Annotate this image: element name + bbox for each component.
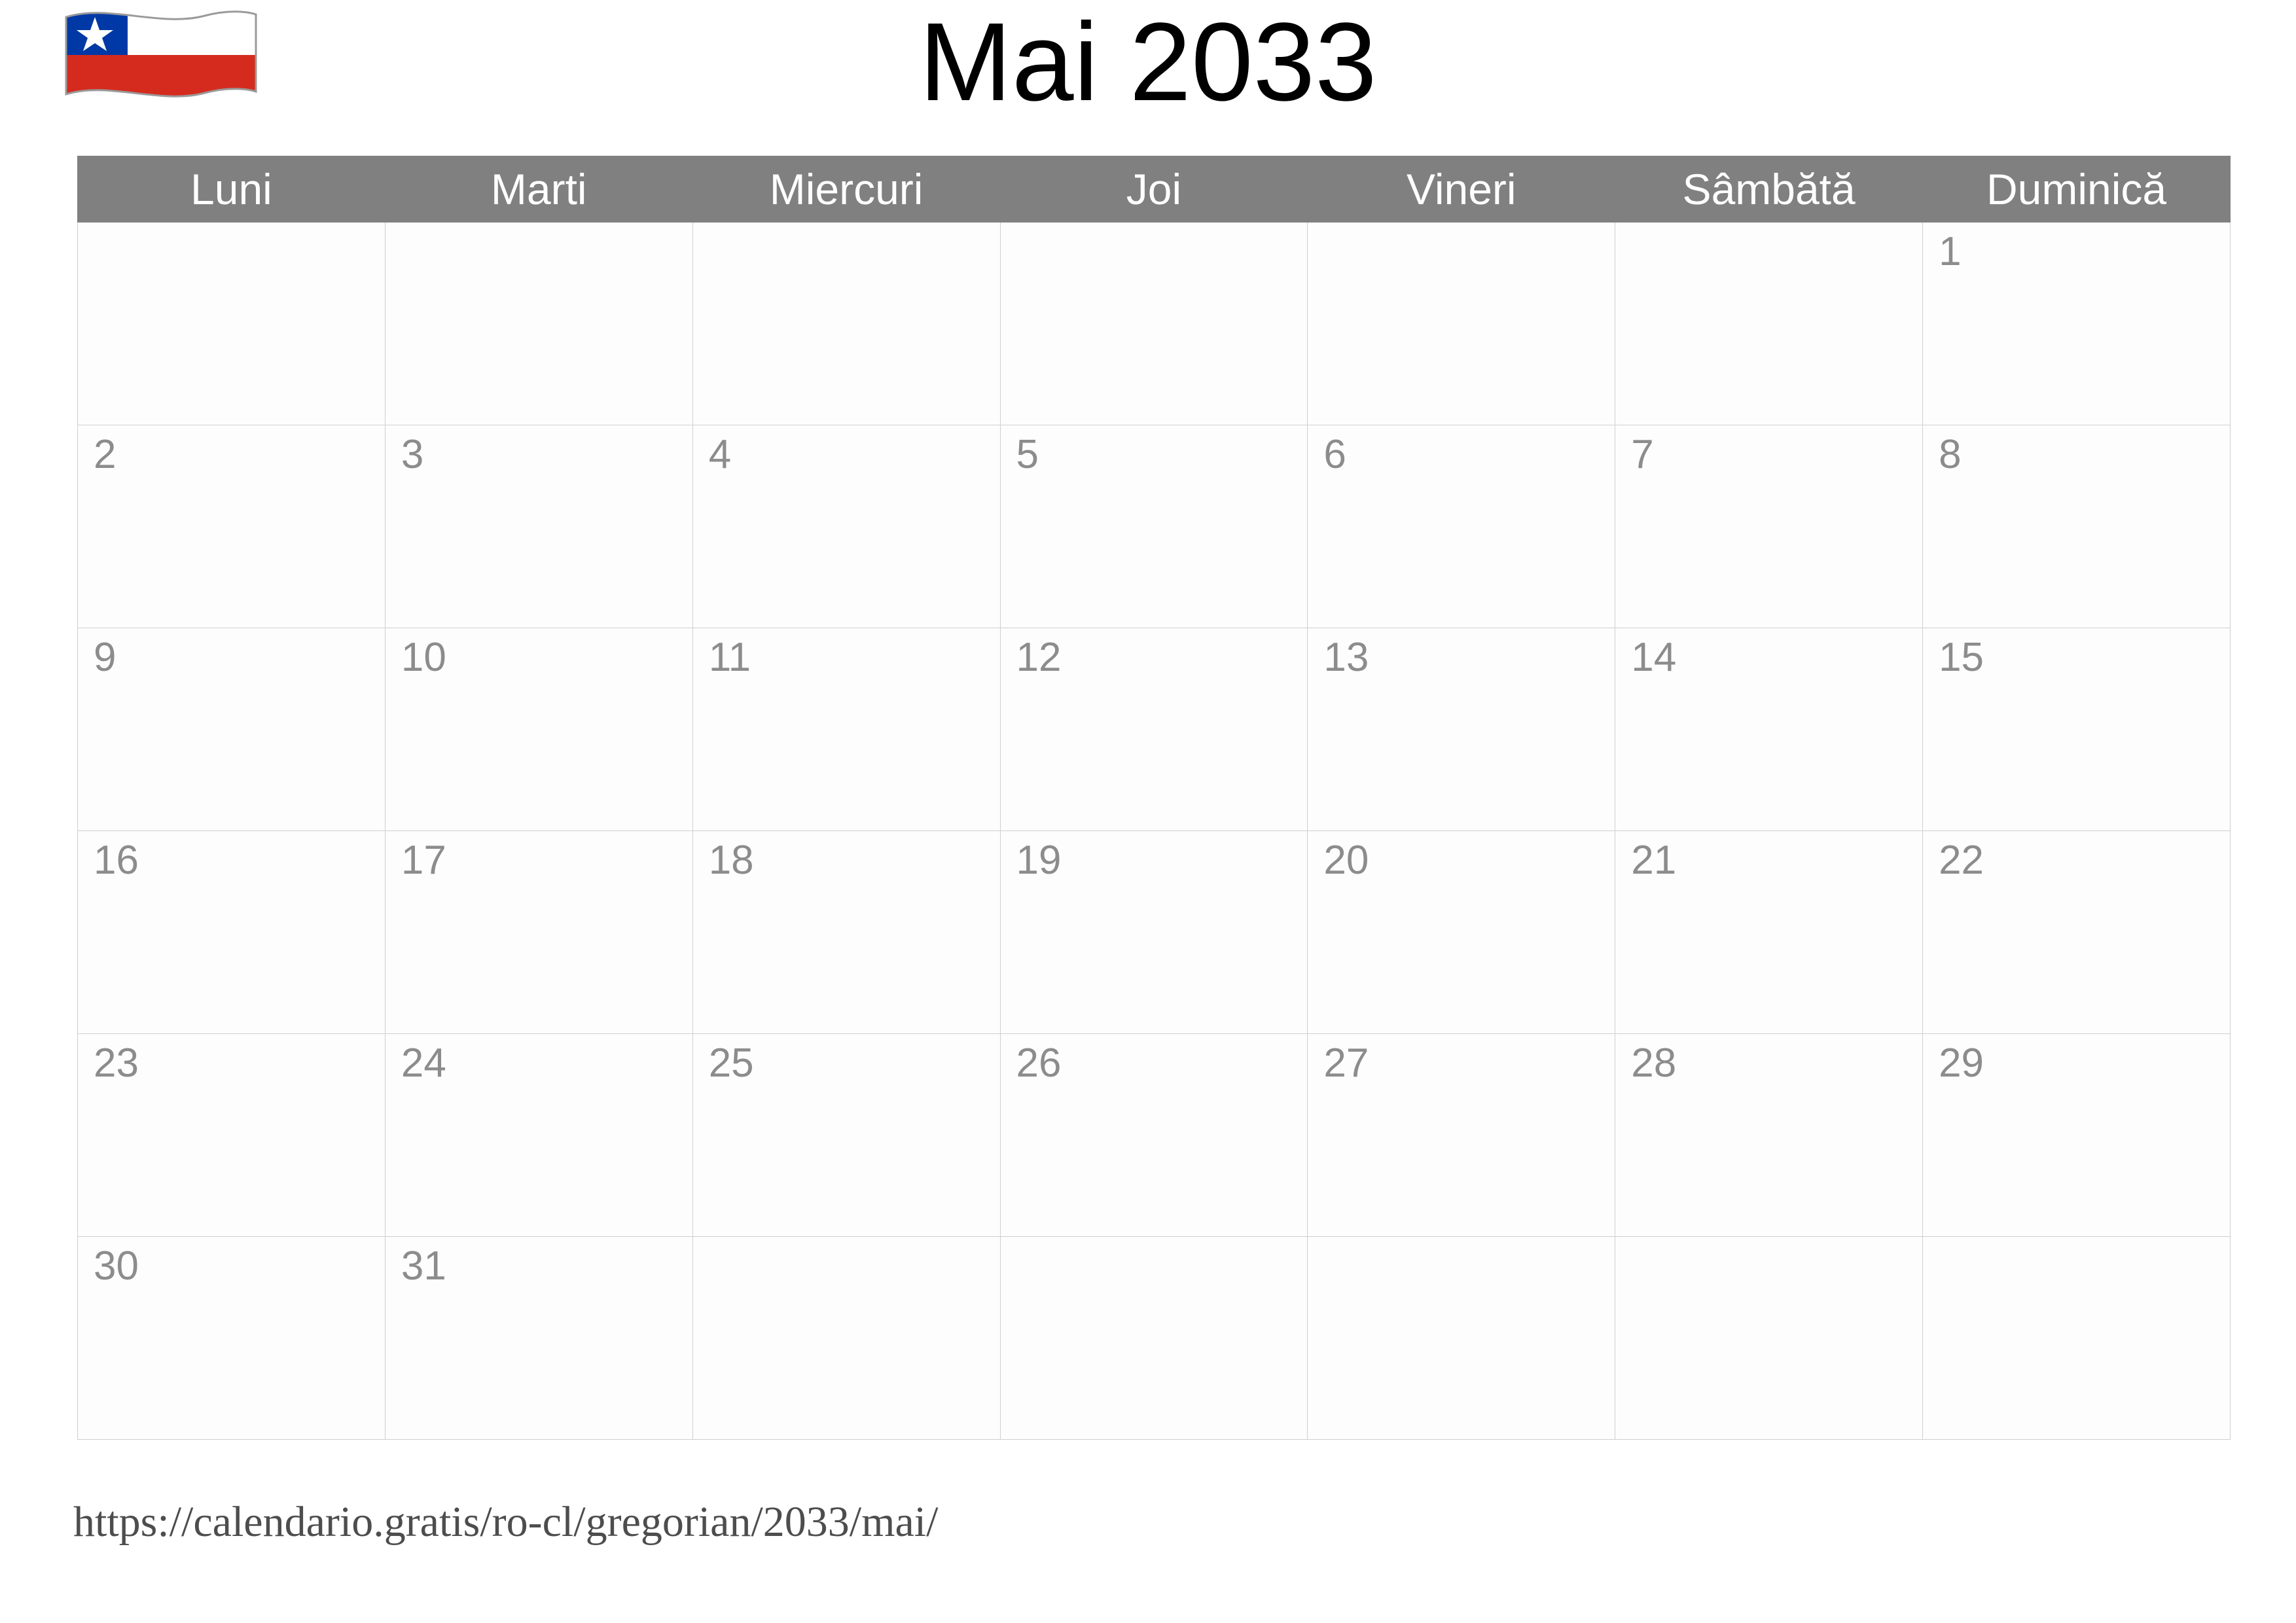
calendar-day-cell[interactable] [1615, 628, 1923, 831]
weekday-header-thursday: Joi [1000, 156, 1308, 223]
day-number: 9 [94, 635, 117, 680]
calendar-day-cell[interactable] [1308, 1034, 1615, 1237]
calendar-week-row [78, 628, 2231, 831]
day-number: 19 [1016, 838, 1062, 883]
weekday-header-saturday: Sâmbătă [1615, 156, 1923, 223]
calendar-day-cell[interactable] [385, 1237, 692, 1440]
calendar-day-cell[interactable] [1923, 223, 2231, 425]
calendar-day-cell[interactable] [1000, 1237, 1308, 1440]
day-number: 12 [1016, 635, 1062, 680]
day-number: 6 [1323, 432, 1346, 477]
calendar-day-cell[interactable] [692, 425, 1000, 628]
calendar-table [77, 156, 2231, 1440]
calendar-day-cell[interactable] [692, 1237, 1000, 1440]
weekday-header-tuesday: Marti [385, 156, 692, 223]
calendar-day-cell[interactable] [692, 831, 1000, 1034]
calendar-day-cell[interactable] [78, 223, 386, 425]
calendar-day-cell[interactable] [1308, 1237, 1615, 1440]
day-number: 24 [401, 1041, 446, 1086]
calendar-day-cell[interactable] [1923, 1237, 2231, 1440]
calendar-day-cell[interactable] [78, 1237, 386, 1440]
day-number: 13 [1323, 635, 1369, 680]
day-number: 18 [708, 838, 754, 883]
calendar-day-cell[interactable] [692, 223, 1000, 425]
day-number: 29 [1939, 1041, 1984, 1086]
calendar-day-cell[interactable] [1923, 1034, 2231, 1237]
calendar-day-cell[interactable] [1615, 1034, 1923, 1237]
calendar-day-cell[interactable] [385, 425, 692, 628]
day-number: 28 [1631, 1041, 1677, 1086]
calendar-header-row [78, 156, 2231, 223]
calendar-day-cell[interactable] [1308, 425, 1615, 628]
day-number: 1 [1939, 229, 1962, 274]
page-title: Mai 2033 [919, 0, 1377, 124]
calendar-week-row [78, 223, 2231, 425]
calendar-week-row [78, 1034, 2231, 1237]
calendar-week-row [78, 1237, 2231, 1440]
day-number: 7 [1631, 432, 1654, 477]
calendar-day-cell[interactable] [1923, 831, 2231, 1034]
day-number: 20 [1323, 838, 1369, 883]
page-header [0, 0, 2296, 141]
source-url[interactable]: https://calendario.gratis/ro-cl/gregorian/2033/mai/ [73, 1498, 939, 1546]
calendar-day-cell[interactable] [78, 628, 386, 831]
calendar-day-cell[interactable] [385, 1034, 692, 1237]
calendar-day-cell[interactable] [1000, 1034, 1308, 1237]
calendar-day-cell[interactable] [1615, 223, 1923, 425]
calendar-day-cell[interactable] [1615, 831, 1923, 1034]
calendar-day-cell[interactable] [1000, 425, 1308, 628]
day-number: 27 [1323, 1041, 1369, 1086]
calendar-day-cell[interactable] [692, 1034, 1000, 1237]
weekday-header-friday: Vineri [1308, 156, 1615, 223]
calendar-week-row [78, 831, 2231, 1034]
calendar-day-cell[interactable] [1615, 425, 1923, 628]
calendar-day-cell[interactable] [1615, 1237, 1923, 1440]
calendar-day-cell[interactable] [78, 1034, 386, 1237]
calendar-day-cell[interactable] [1308, 831, 1615, 1034]
calendar-day-cell[interactable] [1000, 831, 1308, 1034]
day-number: 26 [1016, 1041, 1062, 1086]
day-number: 3 [401, 432, 424, 477]
calendar-day-cell[interactable] [1923, 628, 2231, 831]
day-number: 17 [401, 838, 446, 883]
calendar-day-cell[interactable] [1000, 223, 1308, 425]
day-number: 22 [1939, 838, 1984, 883]
day-number: 16 [94, 838, 139, 883]
day-number: 5 [1016, 432, 1039, 477]
calendar-day-cell[interactable] [1308, 223, 1615, 425]
day-number: 31 [401, 1243, 446, 1289]
day-number: 4 [708, 432, 732, 477]
day-number: 11 [708, 635, 751, 680]
calendar-day-cell[interactable] [385, 223, 692, 425]
day-number: 10 [401, 635, 446, 680]
day-number: 21 [1631, 838, 1677, 883]
day-number: 25 [708, 1041, 754, 1086]
calendar-day-cell[interactable] [1000, 628, 1308, 831]
weekday-header-sunday: Duminică [1923, 156, 2231, 223]
day-number: 2 [94, 432, 117, 477]
calendar-day-cell[interactable] [78, 831, 386, 1034]
calendar-week-row [78, 425, 2231, 628]
day-number: 15 [1939, 635, 1984, 680]
day-number: 23 [94, 1041, 139, 1086]
calendar-day-cell[interactable] [385, 831, 692, 1034]
weekday-header-wednesday: Miercuri [692, 156, 1000, 223]
day-number: 14 [1631, 635, 1677, 680]
weekday-header-monday: Luni [78, 156, 386, 223]
calendar-day-cell[interactable] [692, 628, 1000, 831]
calendar-day-cell[interactable] [1308, 628, 1615, 831]
calendar-day-cell[interactable] [1923, 425, 2231, 628]
day-number: 30 [94, 1243, 139, 1289]
day-number: 8 [1939, 432, 1962, 477]
calendar-grid [77, 156, 2231, 1440]
calendar-day-cell[interactable] [78, 425, 386, 628]
calendar-day-cell[interactable] [385, 628, 692, 831]
